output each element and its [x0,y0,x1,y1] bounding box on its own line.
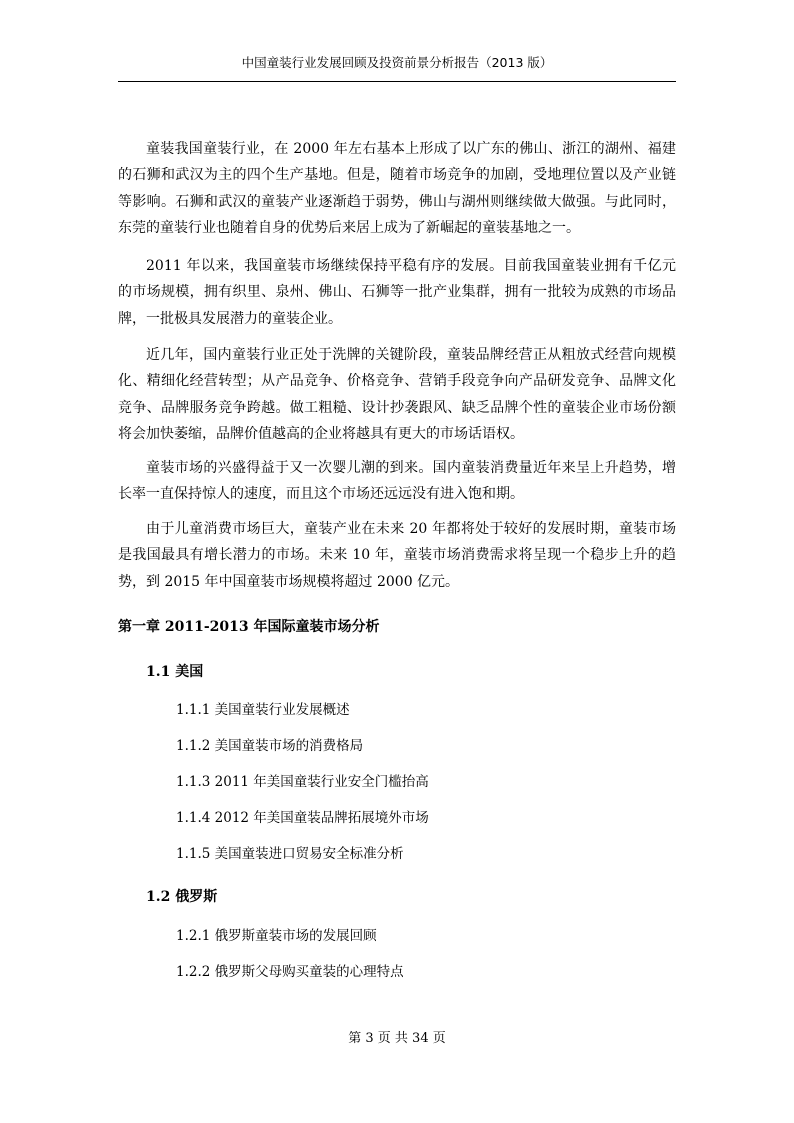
header-rule [118,81,676,82]
subsection-item: 1.1.3 2011 年美国童装行业安全门槛抬高 [176,774,429,790]
section-heading: 1.1 美国 [146,664,204,680]
body-paragraph: 由于儿童消费市场巨大，童装产业在未来 20 年都将处于较好的发展时期，童装市场是我国最具有增长潜力的市场。未来 10 年，童装市场消费需求将呈现一个稳步上升的趋势，到 2015 年中国童装市场规模将超过 2000 亿元。 [118,521,676,590]
body-paragraph: 2011 年以来，我国童装市场继续保持平稳有序的发展。目前我国童装业拥有千亿元的市场规模，拥有织里、泉州、佛山、石狮等一批产业集群，拥有一批较为成熟的市场品牌，一批极具发展潜力的童装企业。 [118,258,676,327]
page-number: 第 3 页 共 34 页 [348,1031,446,1046]
subsection-item: 1.1.1 美国童装行业发展概述 [176,702,350,718]
subsection-item: 1.1.4 2012 年美国童装品牌拓展境外市场 [176,810,429,826]
subsection-item: 1.2.2 俄罗斯父母购买童装的心理特点 [176,964,404,980]
chapter-heading: 第一章 2011-2013 年国际童装市场分析 [118,619,380,635]
subsection-item: 1.1.5 美国童装进口贸易安全标准分析 [176,846,404,862]
body-paragraph: 近几年，国内童装行业正处于洗牌的关键阶段，童装品牌经营正从粗放式经营向规模化、精细化经营转型；从产品竞争、价格竞争、营销手段竞争向产品研发竞争、品牌文化竞争、品牌服务竞争跨越。做工粗糙、设计抄袭跟风、缺乏品牌个性的童装企业市场份额将会加快萎缩，品牌价值越高的企业将越具有更大的市场话语权。 [118,347,676,442]
body-paragraph: 童装市场的兴盛得益于又一次婴儿潮的到来。国内童装消费量近年来呈上升趋势，增长率一直保持惊人的速度，而且这个市场还远远没有进入饱和期。 [118,460,676,503]
page-header: 中国童装行业发展回顾及投资前景分析报告（2013 版） [241,55,553,70]
body-paragraph: 童装我国童装行业，在 2000 年左右基本上形成了以广东的佛山、浙江的湖州、福建的石狮和武汉为主的四个生产基地。但是，随着市场竞争的加剧，受地理位置以及产业链等影响。石狮和武汉的童装产业逐渐趋于弱势，佛山与湖州则继续做大做强。与此同时，东莞的童装行业也随着自身的优势后来居上成为了新崛起的童装基地之一。 [118,141,676,236]
subsection-item: 1.2.1 俄罗斯童装市场的发展回顾 [176,928,377,944]
section-heading: 1.2 俄罗斯 [146,889,218,905]
subsection-item: 1.1.2 美国童装市场的消费格局 [176,738,364,754]
